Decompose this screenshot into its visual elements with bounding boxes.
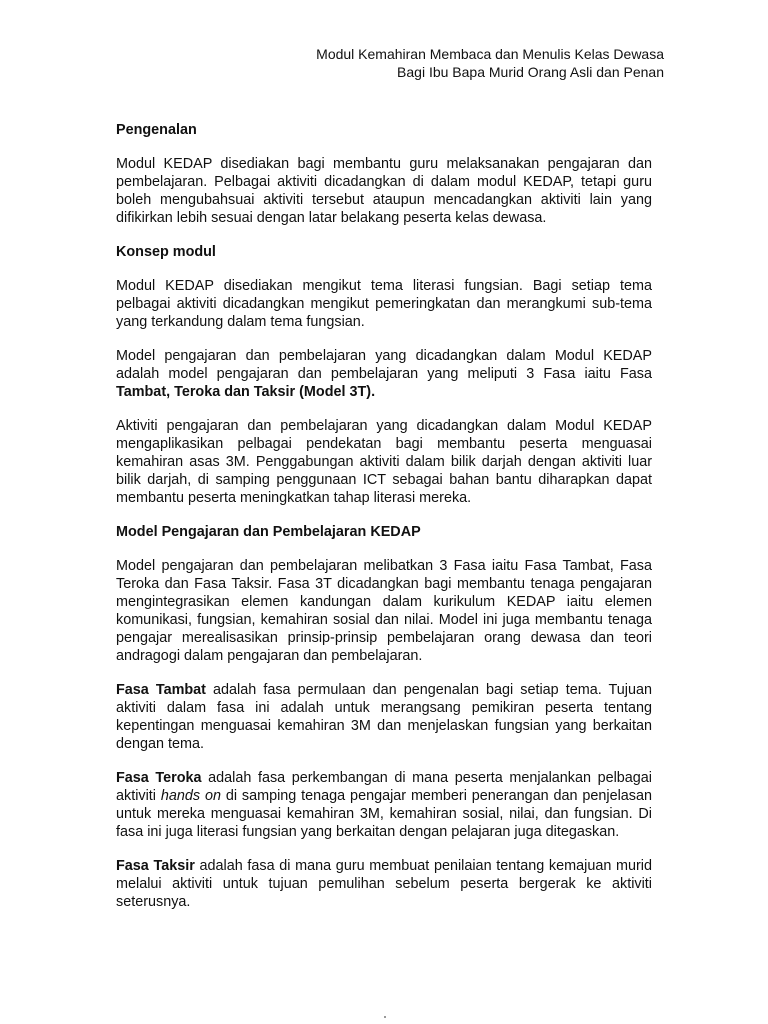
paragraph-fasa-teroka <box>116 769 652 841</box>
model-3t-bold: Tambat, Teroka dan Taksir (Model 3T). <box>116 384 376 400</box>
page-mark <box>384 1016 386 1018</box>
fasa-taksir-text: adalah fasa di mana guru membuat penilaian tentang kemajuan murid melalui aktiviti untuk tujuan pemulihan sebelum peserta bergerak ke aktiviti seterusnya. <box>116 858 652 910</box>
fasa-tambat-term: Fasa Tambat <box>116 682 206 698</box>
paragraph-konsep-2 <box>116 347 652 401</box>
paragraph-fasa-taksir <box>116 857 652 911</box>
heading-model-kedap: Model Pengajaran dan Pembelajaran KEDAP <box>116 524 421 540</box>
hands-on-italic: hands on <box>160 788 221 804</box>
fasa-teroka-term: Fasa Teroka <box>116 770 202 786</box>
heading-konsep-modul: Konsep modul <box>116 244 216 260</box>
fasa-taksir-term: Fasa Taksir <box>116 858 195 874</box>
paragraph-pengenalan: Modul KEDAP disediakan bagi membantu guru melaksanakan pengajaran dan pembelajaran. Pelbagai aktiviti dicadangkan di dalam modul KEDAP, tetapi guru boleh mengubahsuai aktiviti tersebut ataupun mencadangkan aktiviti lain yang difikirkan lebih sesuai dengan latar belakang peserta kelas dewasa. <box>116 156 652 226</box>
paragraph-konsep-1: Modul KEDAP disediakan mengikut tema literasi fungsian. Bagi setiap tema pelbagai aktiviti dicadangkan mengikut pemeringkatan dan merangkumi sub-tema yang terkandung dalam tema fungsian. <box>116 278 652 330</box>
heading-pengenalan: Pengenalan <box>116 122 197 138</box>
paragraph-konsep-3: Aktiviti pengajaran dan pembelajaran yang dicadangkan dalam Modul KEDAP mengaplikasikan pelbagai pendekatan bagi membantu peserta menguasai kemahiran asas 3M. Penggabungan aktiviti dalam bilik darjah dengan aktiviti luar bilik darjah, di samping penggunaan ICT sebagai bahan bantu diharapkan dapat membantu peserta meningkatkan tahap literasi mereka. <box>116 418 652 506</box>
fasa-teroka-text-2: di samping tenaga pengajar memberi penerangan dan penjelasan untuk mereka menguasai kemahiran 3M, kemahiran sosial, nilai, dan fungsian. Di fasa ini juga literasi fungsian yang berkaitan dengan pelajaran juga ditegaskan. <box>116 788 652 840</box>
konsep-2-text: Model pengajaran dan pembelajaran yang dicadangkan dalam Modul KEDAP adalah model pengajaran dan pembelajaran yang meliputi 3 Fasa iaitu Fasa <box>116 348 652 382</box>
fasa-tambat-text: adalah fasa permulaan dan pengenalan bagi setiap tema. Tujuan aktiviti dalam fasa ini adalah untuk merangsang pemikiran peserta tentang kepentingan menguasai kemahiran 3M dan menjelaskan fungsian yang berkaitan dengan tema. <box>116 682 652 752</box>
fasa-teroka-text-1: adalah fasa perkembangan di mana peserta menjalankan pelbagai aktiviti <box>116 770 652 804</box>
header-line-1: Modul Kemahiran Membaca dan Menulis Kelas Dewasa <box>316 46 664 62</box>
paragraph-model-1: Model pengajaran dan pembelajaran melibatkan 3 Fasa iaitu Fasa Tambat, Fasa Teroka dan Fasa Taksir. Fasa 3T dicadangkan bagi membantu tenaga pengajaran mengintegrasikan elemen kandungan dalam kurikulum KEDAP iaitu elemen komunikasi, fungsian, kemahiran sosial dan nilai. Model ini juga membantu tenaga pengajar merealisasikan prinsip-prinsip pembelajaran orang dewasa dan teori andragogi dalam pengajaran dan pembelajaran. <box>116 558 652 664</box>
header-line-2: Bagi Ibu Bapa Murid Orang Asli dan Penan <box>397 64 664 80</box>
paragraph-fasa-tambat <box>116 681 652 753</box>
document-body <box>116 121 652 927</box>
running-header <box>316 45 664 81</box>
